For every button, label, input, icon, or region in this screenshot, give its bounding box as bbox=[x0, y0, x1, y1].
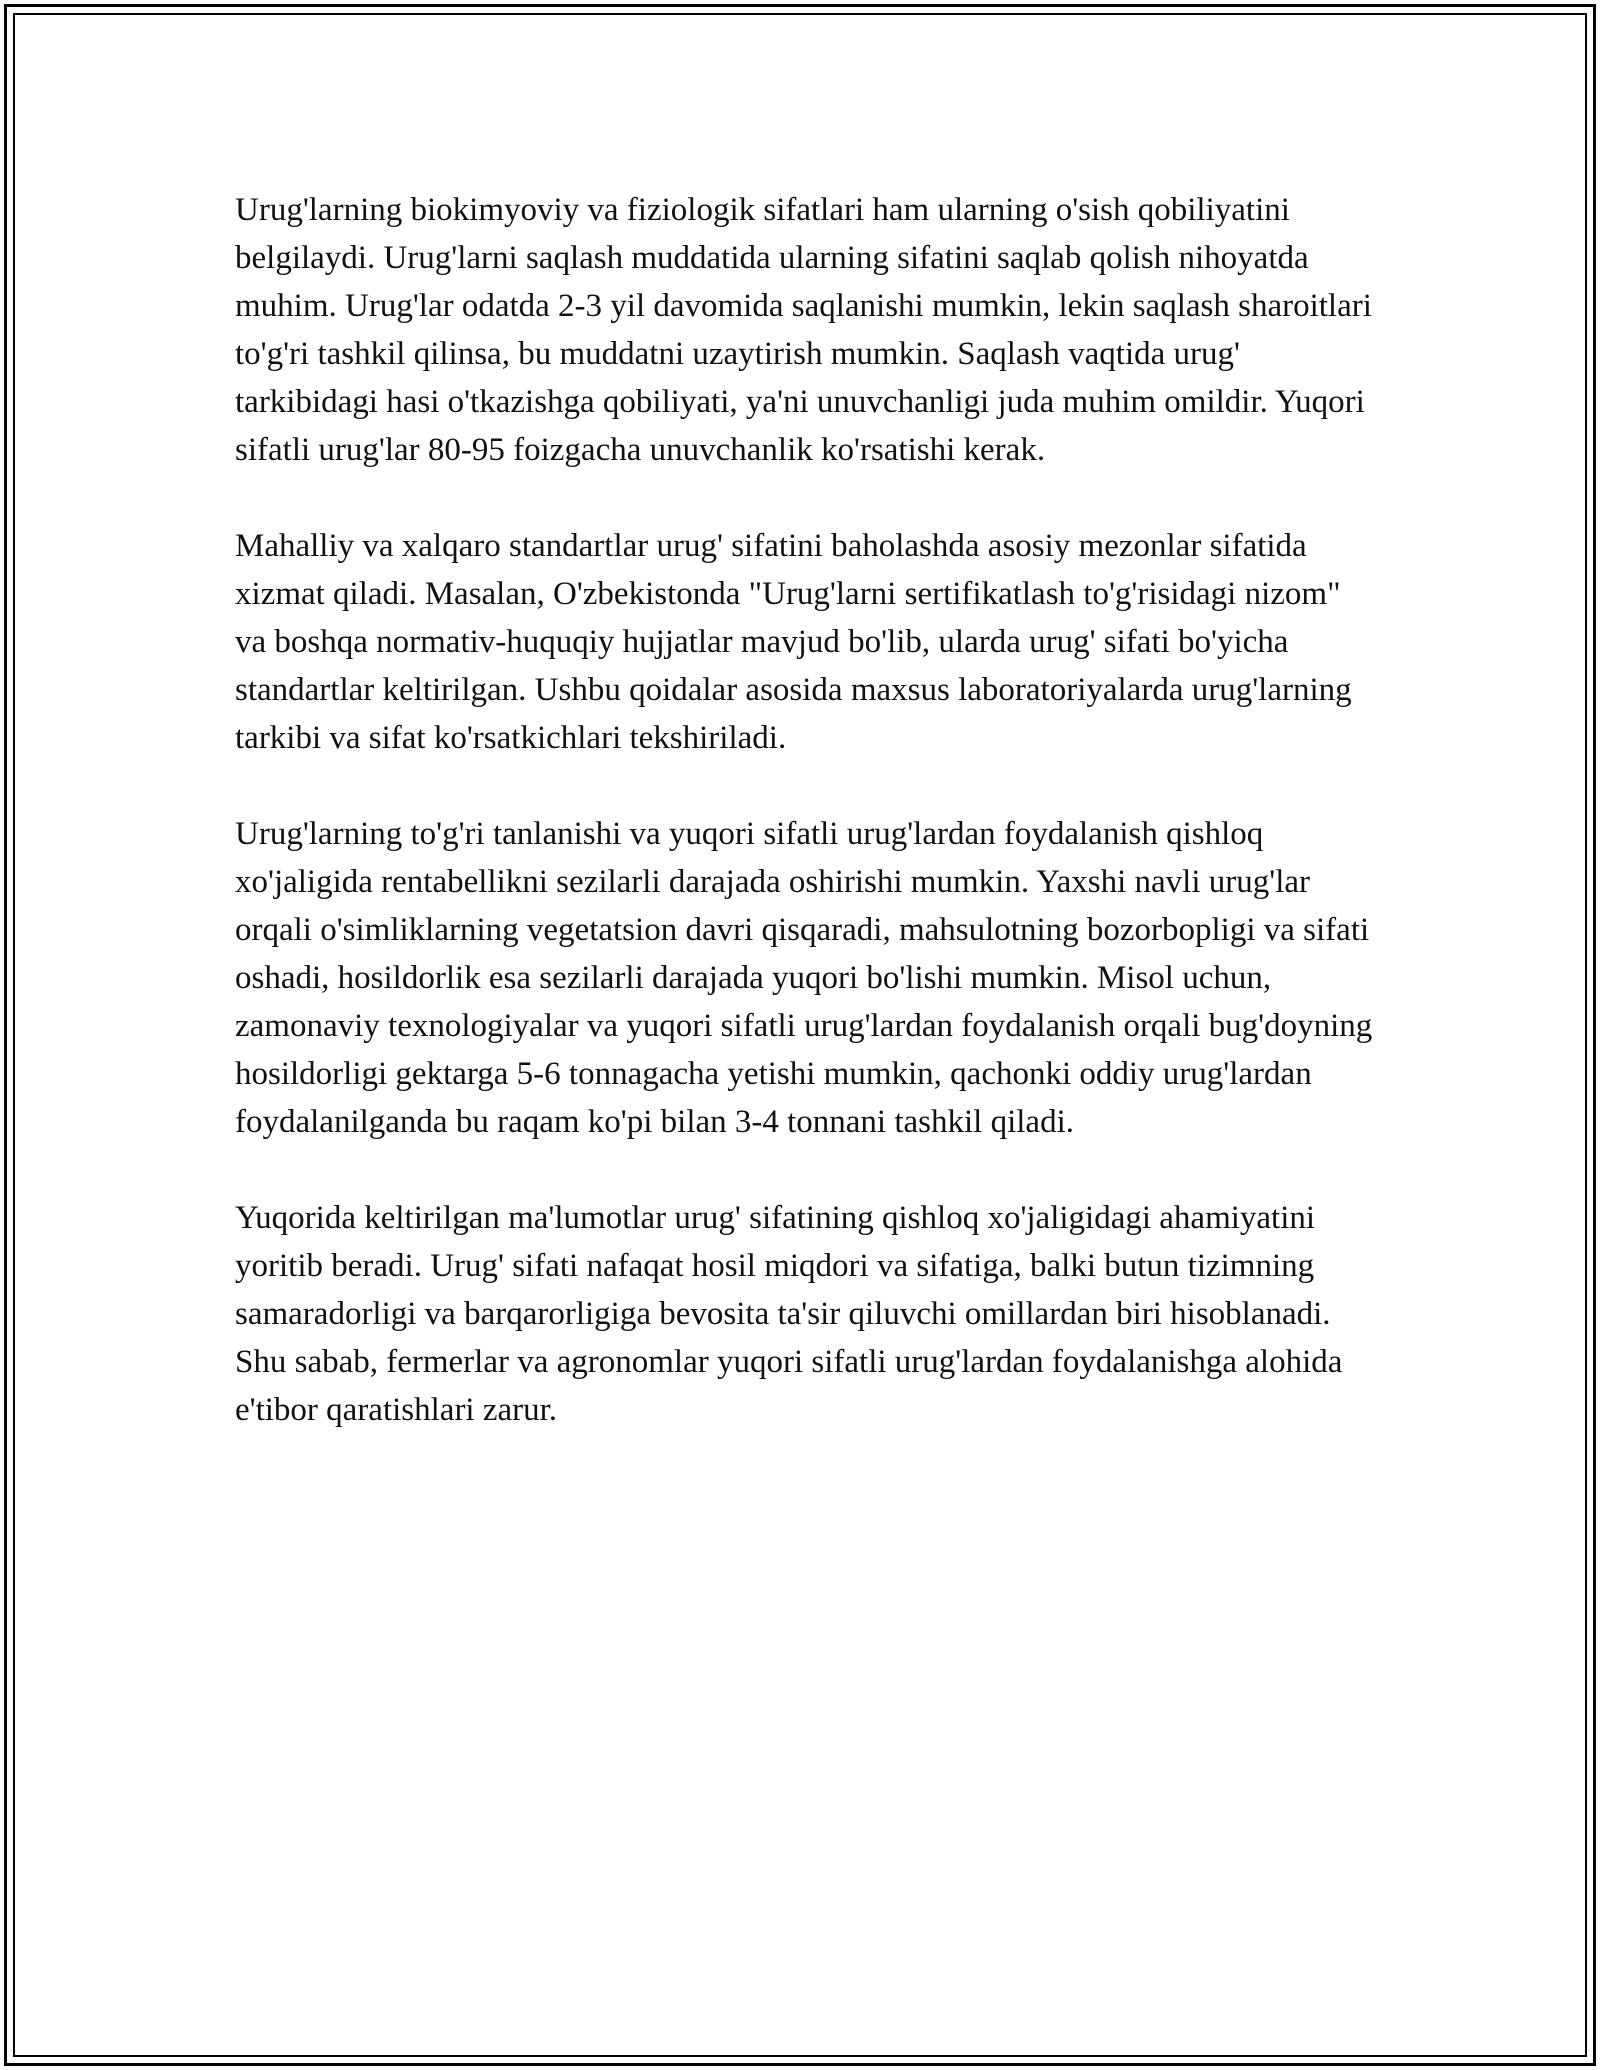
paragraph-conclusion: Yuqorida keltirilgan ma'lumotlar urug' sifatining qishloq xo'jaligidagi ahamiyatini yoritib beradi. Urug' sifati nafaqat hosil miqdori va sifatiga, balki butun tizimning samaradorligi va barqarorligiga bevosita ta'sir qiluvchi omillardan biri hisoblanadi. Shu sabab, fermerlar va agronomlar yuqori sifatli urug'lardan foydalanishga alohida e'tibor qaratishlari zarur. bbox=[235, 1200, 1343, 1428]
paragraph-seed-viability: Urug'larning biokimyoviy va fiziologik sifatlari ham ularning o'sish qobiliyatini belgilaydi. Urug'larni saqlash muddatida ularning sifatini saqlab qolish nihoyatda muhim. Urug'lar odatda 2-3 yil davomida saqlanishi mumkin, lekin saqlash sharoitlari to'g'ri tashkil qilinsa, bu muddatni uzaytirish mumkin. Saqlash vaqtida urug' tarkibidagi hasi o'tkazishga qobiliyati, ya'ni unuvchanligi juda muhim omildir. Yuqori sifatli urug'lar 80-95 foizgacha unuvchanlik ko'rsatishi kerak. bbox=[235, 192, 1372, 468]
document-body bbox=[235, 186, 1375, 1482]
paragraph-standards: Mahalliy va xalqaro standartlar urug' sifatini baholashda asosiy mezonlar sifatida xizmat qiladi. Masalan, O'zbekistonda "Urug'larni sertifikatlash to'g'risidagi nizom" va boshqa normativ-huquqiy hujjatlar mavjud bo'lib, ularda urug' sifati bo'yicha standartlar keltirilgan. Ushbu qoidalar asosida maxsus laboratoriyalarda urug'larning tarkibi va sifat ko'rsatkichlari tekshiriladi. bbox=[235, 528, 1352, 756]
paragraph-profitability: Urug'larning to'g'ri tanlanishi va yuqori sifatli urug'lardan foydalanish qishloq xo'jaligida rentabellikni sezilarli darajada oshirishi mumkin. Yaxshi navli urug'lar orqali o'simliklarning vegetatsion davri qisqaradi, mahsulotning bozorbopligi va sifati oshadi, hosildorlik esa sezilarli darajada yuqori bo'lishi mumkin. Misol uchun, zamonaviy texnologiyalar va yuqori sifatli urug'lardan foydalanish orqali bug'doyning hosildorligi gektarga 5-6 tonnagacha yetishi mumkin, qachonki oddiy urug'lardan foydalanilganda bu raqam ko'pi bilan 3-4 tonnani tashkil qiladi. bbox=[235, 816, 1373, 1140]
